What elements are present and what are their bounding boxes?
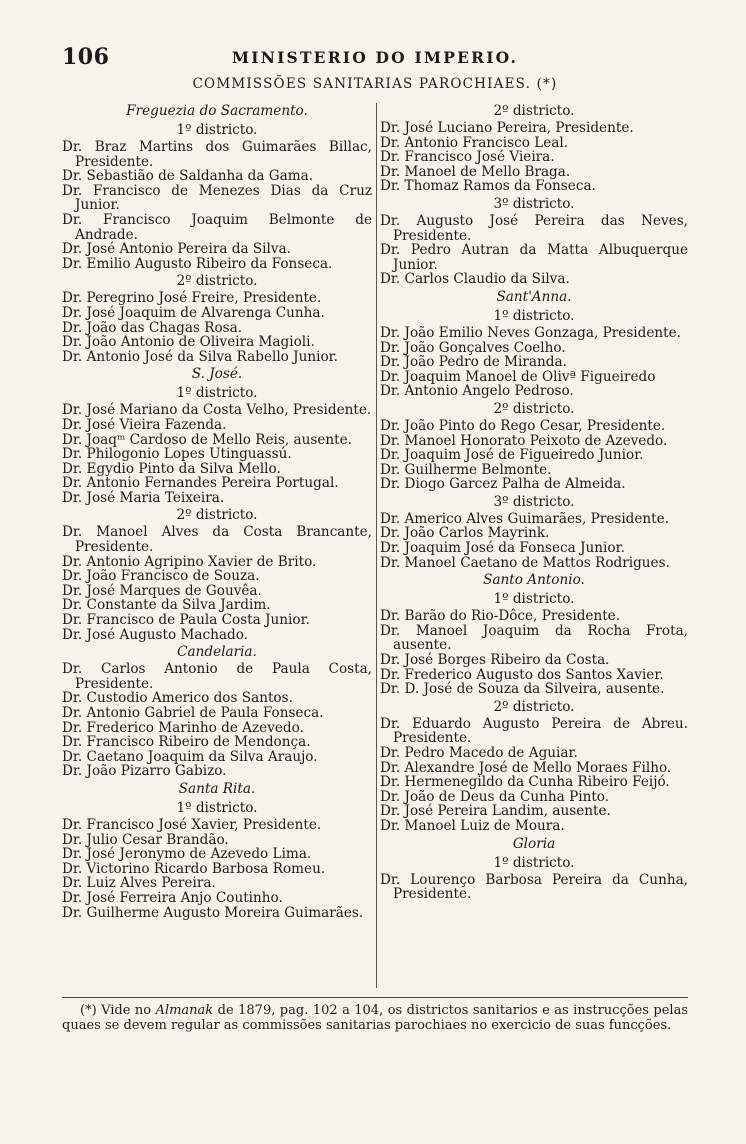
member-entry: Dr. José Marques de Gouvêa.: [62, 582, 262, 599]
member-entry: Dr. Pedro Macedo de Aguiar.: [380, 745, 578, 761]
member-entry: Dr. Augusto José Pereira das Neves, Presidente.: [380, 212, 688, 244]
parish-heading: Candelaria.: [177, 644, 257, 661]
page-header: [62, 44, 688, 74]
right-column: [380, 101, 688, 902]
member-entry: Dr. Joaquim José de Figueiredo Junior.: [380, 447, 644, 464]
member-entry: Dr. Manoel Alves da Costa Brancante, Presidente.: [62, 524, 372, 556]
member-entry: Dr. José Luciano Pereira, Presidente.: [380, 120, 634, 136]
parish-heading: Santa Rita.: [178, 780, 256, 797]
member-entry: Dr. Antonio Agripino Xavier de Brito.: [62, 553, 317, 570]
member-entry: Dr. Barão do Rio-Dôce, Presidente.: [380, 608, 621, 625]
member-entry: Dr. Joaquim Manoel de Olivª Figueiredo: [380, 368, 656, 385]
parish-heading: Santo Antonio.: [483, 572, 585, 589]
member-entry: Dr. Francisco de Menezes Dias da Cruz Junior.: [62, 182, 372, 214]
member-entry: Dr. Diogo Garcez Palha de Almeida.: [380, 476, 626, 493]
member-entry: Dr. Antonio Fernandes Pereira Portugal.: [62, 475, 339, 492]
member-entry: Dr. Victorino Ricardo Barbosa Romeu.: [62, 860, 326, 877]
district-heading: 1º districto.: [493, 591, 575, 608]
member-entry: Dr. Joaquim José da Fonseca Junior.: [380, 540, 625, 557]
member-entry: Dr. José Jeronymo de Azevedo Lima.: [62, 846, 312, 863]
member-entry: Dr. Alexandre José de Mello Moraes Filho.: [380, 759, 672, 776]
parish-heading: Gloria: [512, 835, 556, 852]
member-entry: Dr. Francisco José Xavier, Presidente.: [62, 816, 322, 833]
member-entry: Dr. Hermenegildo da Cunha Ribeiro Feijó.: [380, 774, 670, 791]
running-title: MINISTERIO DO IMPERIO.: [231, 48, 519, 67]
member-entry: Dr. Antonio Angelo Pedroso.: [380, 383, 574, 400]
member-entry: Dr. Luiz Alves Pereira.: [62, 875, 216, 892]
member-entry: Dr. Braz Martins dos Guimarães Billac, Presidente.: [62, 139, 372, 170]
member-entry: Dr. Antonio Gabriel de Paula Fonseca.: [62, 705, 324, 721]
member-entry: Dr. Constante da Silva Jardim.: [62, 597, 271, 614]
member-entry: Dr. Lourenço Barbosa Pereira da Cunha, Presidente.: [380, 871, 688, 903]
district-heading: 2º districto.: [176, 507, 258, 524]
member-entry: Dr. José Borges Ribeiro da Costa.: [380, 652, 610, 669]
member-entry: Dr. Custodio Americo dos Santos.: [62, 690, 293, 707]
member-entry: Dr. José Pereira Landim, ausente.: [380, 803, 611, 820]
member-entry: Dr. Manoel de Mello Braga.: [380, 163, 571, 180]
district-heading: 2º districto.: [493, 698, 575, 715]
member-entry: Dr. Americo Alves Guimarães, Presidente.: [380, 510, 670, 527]
member-entry: Dr. Philogonio Lopes Utinguassú.: [62, 446, 292, 463]
district-heading: 1º districto.: [493, 307, 575, 324]
member-entry: Dr. João de Deus da Cunha Pinto.: [380, 788, 610, 805]
member-entry: Dr. Antonio José da Silva Rabello Junior.: [62, 348, 339, 365]
member-entry: Dr. Peregrino José Freire, Presidente.: [62, 290, 322, 307]
member-entry: Dr. João Pizarro Gabizo.: [62, 763, 227, 780]
two-column-body: [62, 101, 688, 991]
member-entry: Dr. Sebastião de Saldanha da Gama.: [62, 168, 314, 185]
member-entry: Dr. Carlos Antonio de Paula Costa, Presidente.: [62, 661, 372, 692]
member-entry: Dr. José Ferreira Anjo Coutinho.: [62, 889, 283, 906]
member-entry: Dr. Francisco Ribeiro de Mendonça.: [62, 734, 311, 751]
member-entry: Dr. Caetano Joaquim da Silva Araujo.: [62, 748, 318, 765]
member-entry: Dr. Francisco Joaquim Belmonte de Andrade.: [62, 211, 372, 243]
district-heading: 3º districto.: [493, 195, 575, 212]
member-entry: Dr. Joaqᵐ Cardoso de Mello Reis, ausente.: [62, 431, 352, 448]
member-entry: Dr. Eduardo Augusto Pereira de Abreu. Presidente.: [380, 715, 688, 747]
district-heading: 1º districto.: [493, 854, 575, 871]
footnote-prefix: (*) Vide no: [80, 1003, 156, 1018]
member-entry: Dr. João Antonio de Oliveira Magioli.: [62, 334, 315, 351]
footnote-rule: [62, 997, 688, 998]
parish-heading: S. José.: [191, 366, 243, 383]
member-entry: Dr. Frederico Augusto dos Santos Xavier.: [380, 666, 664, 683]
member-entry: Dr. Francisco José Vieira.: [380, 149, 555, 166]
member-entry: Dr. José Joaquim de Alvarenga Cunha.: [62, 304, 325, 321]
member-entry: Dr. Guilherme Augusto Moreira Guimarães.: [62, 904, 364, 921]
district-heading: 2º districto.: [493, 400, 575, 417]
member-entry: Dr. Manoel Honorato Peixoto de Azevedo.: [380, 432, 668, 449]
member-entry: Dr. Francisco de Paula Costa Junior.: [62, 612, 310, 629]
footnote: [62, 1003, 688, 1033]
member-entry: Dr. José Vieira Fazenda.: [62, 416, 227, 433]
parish-heading: Freguezia do Sacramento.: [126, 103, 308, 119]
member-entry: Dr. João Francisco de Souza.: [62, 568, 260, 585]
member-entry: Dr. Carlos Claudio da Silva.: [380, 271, 570, 288]
member-entry: Dr. João Pedro de Miranda.: [380, 354, 567, 371]
member-entry: Dr. José Mariano da Costa Velho, Presidente.: [62, 402, 372, 419]
member-entry: Dr. Antonio Francisco Leal.: [380, 134, 569, 151]
member-entry: Dr. Egydio Pinto da Silva Mello.: [62, 460, 281, 477]
parish-heading: Sant'Anna.: [496, 288, 572, 305]
member-entry: Dr. José Antonio Pereira da Silva.: [62, 241, 291, 258]
member-entry: Dr. José Augusto Machado.: [62, 626, 248, 643]
footnote-italic: Almanak: [155, 1003, 214, 1018]
footnote-text: de 1879, pag. 102 a 104, os districtos sanitarios e as instrucções pelas quaes se devem regular as commissões sanitarias parochiaes no exercicio de suas funcções.: [62, 1003, 688, 1033]
member-entry: Dr. D. José de Souza da Silveira, ausente.: [380, 681, 665, 698]
member-entry: Dr. João Emilio Neves Gonzaga, Presidente.: [380, 324, 681, 341]
district-heading: 3º districto.: [493, 493, 575, 510]
page-number: 106: [62, 44, 110, 70]
member-entry: Dr. Emilio Augusto Ribeiro da Fonseca.: [62, 255, 333, 272]
member-entry: Dr. Manoel Luiz de Moura.: [380, 817, 565, 834]
member-entry: Dr. Manoel Caetano de Mattos Rodrigues.: [380, 554, 670, 571]
district-heading: 1º districto.: [176, 122, 258, 138]
member-entry: Dr. Pedro Autran da Matta Albuquerque Junior.: [380, 242, 688, 273]
member-entry: Dr. Manoel Joaquim da Rocha Frota, ausente.: [380, 622, 688, 654]
column-divider: [376, 103, 377, 988]
district-heading: 2º districto.: [176, 273, 258, 290]
member-entry: Dr. Frederico Marinho de Azevedo.: [62, 719, 304, 736]
member-entry: Dr. João Carlos Mayrink.: [380, 525, 550, 542]
district-heading: 2º districto.: [493, 103, 575, 119]
section-title: COMMISSÕES SANITARIAS PAROCHIAES. (*): [192, 76, 558, 92]
district-heading: 1º districto.: [176, 385, 258, 402]
member-entry: Dr. Guilherme Belmonte.: [380, 461, 552, 478]
member-entry: Dr. José Maria Teixeira.: [62, 489, 225, 506]
member-entry: Dr. João das Chagas Rosa.: [62, 319, 243, 336]
member-entry: Dr. Thomaz Ramos da Fonseca.: [380, 178, 596, 195]
member-entry: Dr. João Pinto do Rego Cesar, Presidente.: [380, 417, 666, 434]
member-entry: Dr. Julio Cesar Brandão.: [62, 831, 229, 848]
member-entry: Dr. João Gonçalves Coelho.: [380, 339, 566, 356]
left-column: [62, 101, 372, 920]
district-heading: 1º districto.: [176, 799, 258, 816]
